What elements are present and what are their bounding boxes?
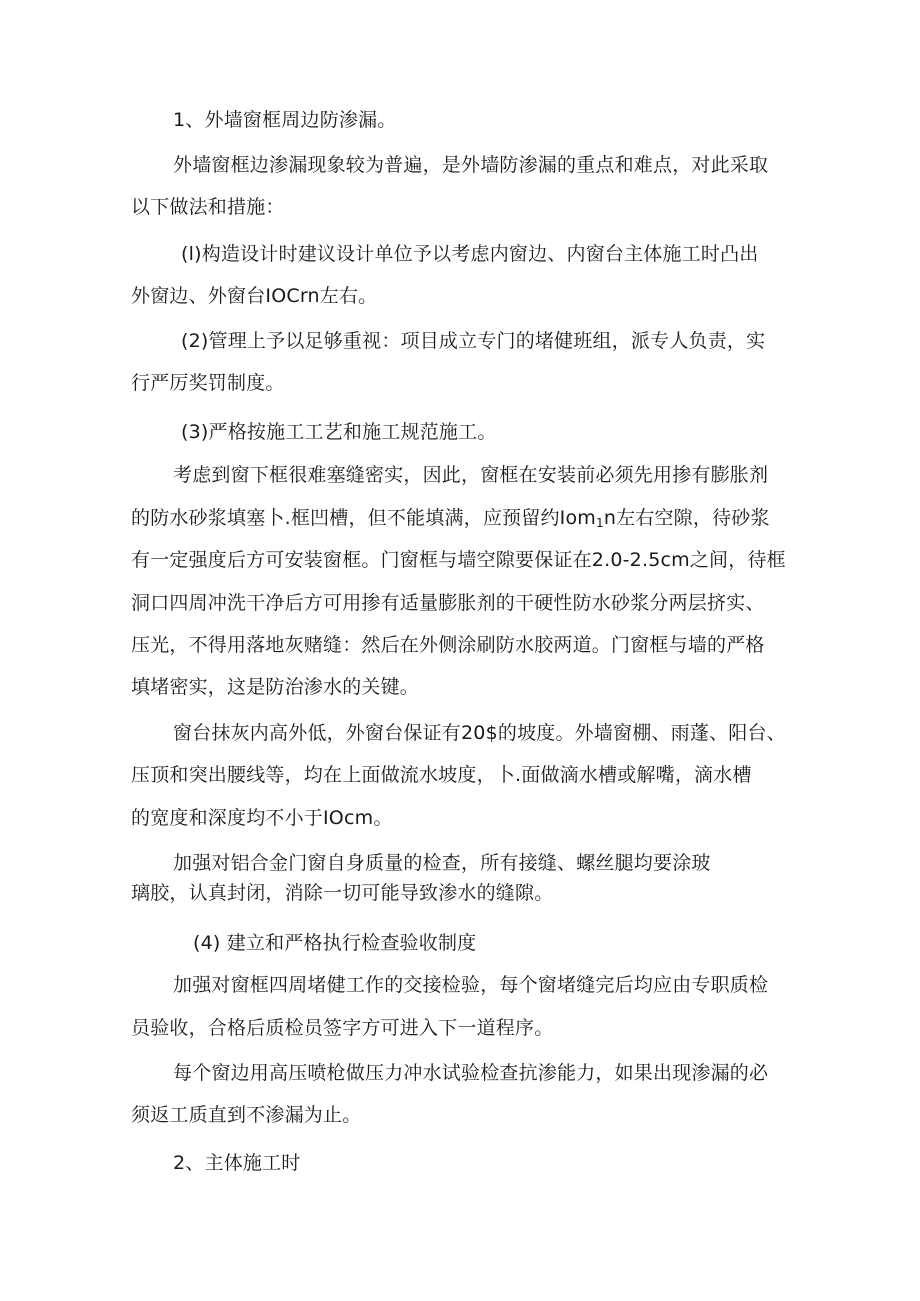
item-1-line-1: (l)构造设计时建议设计单位予以考虑内窗边、内窗台主体施工时凸出 [181,243,759,265]
install-line-2 [131,506,770,535]
item-2-line-2: 行严厉奖罚制度。 [131,372,285,394]
intro-line-1: 外墙窗框边渗漏现象较为普遍，是外墙防渗漏的重点和难点，对此采取 [173,154,769,176]
sill-line-1: 窗台抹灰内高外低，外窗台保证有20$的坡度。外墙窗棚、雨蓬、阳台、 [173,722,786,744]
heading-section-2: 2、主体施工时 [173,1152,301,1174]
install-line-6: 填堵密实，这是防治渗水的关键。 [131,676,420,698]
inspect-line-2: 员验收，合格后质检员签字方可进入下一道程序。 [131,1017,554,1039]
sill-line-3: 的宽度和深度均不小于IOcm。 [131,807,393,829]
water-line-1: 每个窗边用高压喷枪做压力冲水试验检查抗渗能力，如果出现渗漏的必 [173,1062,769,1084]
item-4: (4) 建立和严格执行检查验收制度 [193,932,477,954]
install-line-3: 有一定强度后方可安装窗框。门窗框与墙空隙要保证在2.0-2.5cm之间，待框 [131,549,786,571]
aluminum-line-2: 璃胶，认真封闭，消除一切可能导致渗水的缝隙。 [131,882,554,904]
install-line-1: 考虑到窗下框很难塞缝密实，因此，窗框在安装前必须先用掺有膨胀剂 [173,464,769,486]
intro-line-2: 以下做法和措施： [131,196,285,218]
heading-section-1: 1、外墙窗框周边防渗漏。 [173,109,397,131]
aluminum-line-1: 加强对铝合金门窗自身质量的检查，所有接缝、螺丝腿均要涂玻 [173,852,711,874]
sill-line-2: 压顶和突出腰线等，均在上面做流水坡度，卜.面做滴水槽或解嘴，滴水槽 [131,764,752,786]
install-line-4: 洞口四周冲洗干净后方可用掺有适量膨胀剂的干硬性防水砂浆分两层挤实、 [131,592,765,614]
install-line-5: 压光，不得用落地灰赌缝：然后在外侧涂刷防水胶两道。门窗框与墙的严格 [131,634,765,656]
install-line-2-part-a: 的防水砂浆填塞卜.框凹槽，但不能填满，应预留约Iom [131,507,596,529]
inspect-line-1: 加强对窗框四周堵健工作的交接检验，每个窗堵缝完后均应由专职质检 [173,974,769,996]
water-line-2: 须返工质直到不渗漏为止。 [131,1104,362,1126]
item-1-line-2: 外窗边、外窗台IOCrn左右。 [131,285,378,307]
item-3: (3)严格按施工工艺和施工规范施工。 [181,421,497,443]
install-line-2-subscript: 1 [595,516,604,530]
item-2-line-1: (2)管理上予以足够重视：项目成立专门的堵健班组，派专人负责，实 [181,330,766,352]
install-line-2-part-b: n左右空隙，待砂浆 [603,507,770,529]
